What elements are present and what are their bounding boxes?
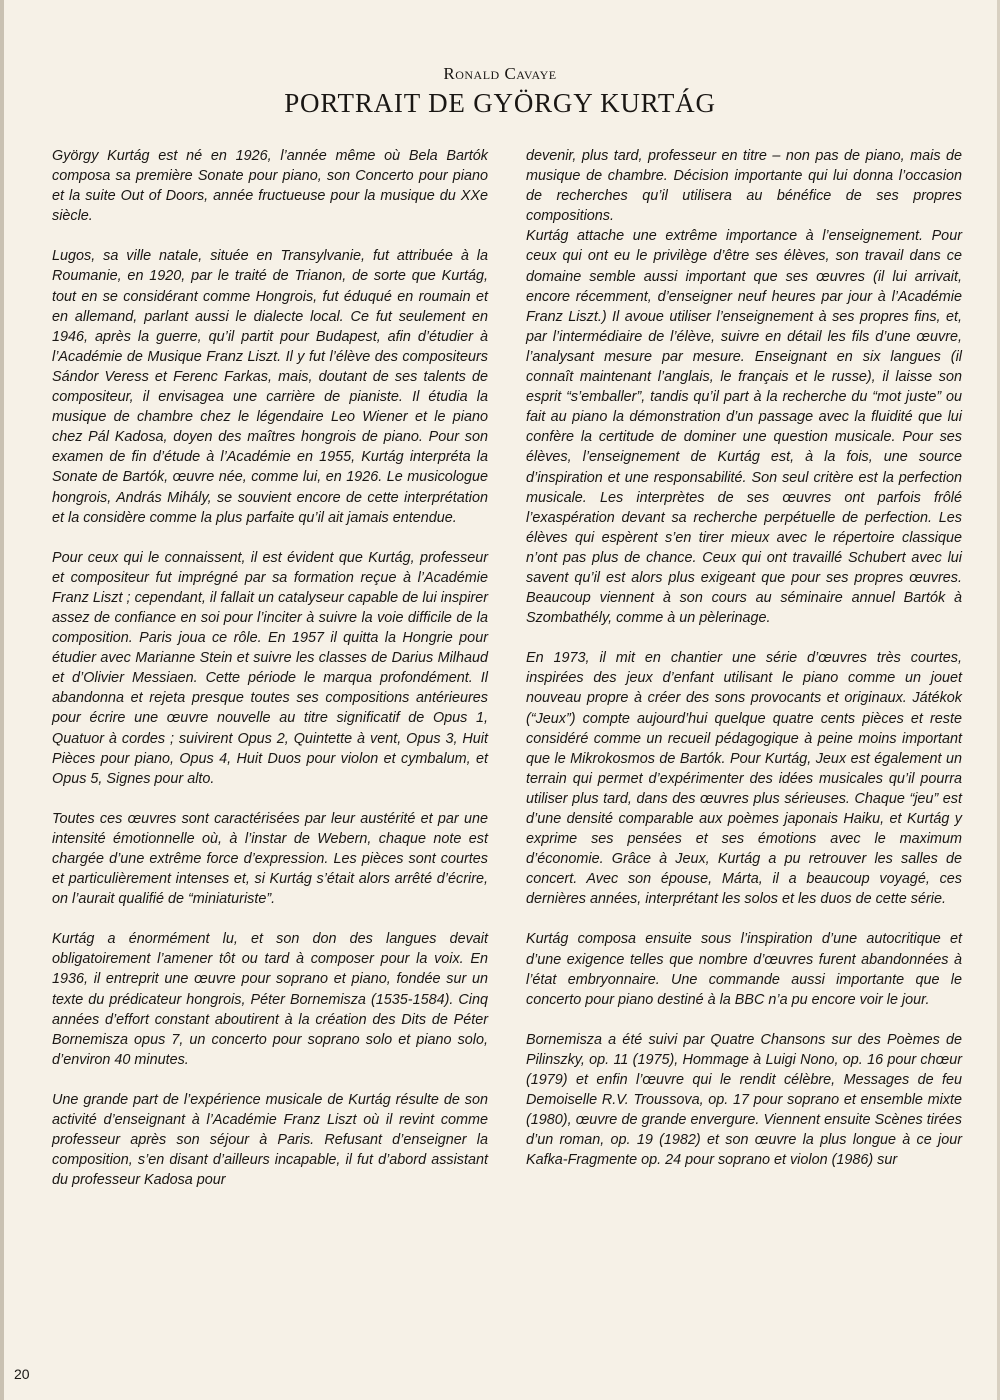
paragraph: Kurtág attache une extrême importance à l’enseignement. Pour ceux qui ont eu le privilège d’être ses élèves, son travail dans ce domaine semble aussi important que ses œuvres (il lui arrivait, encore récemment, d’enseigner neuf heures par jour à l’Académie Franz Liszt.) Il avoue utiliser l’enseignement à ses propres fins, et, par l’intermédiaire de l’élève, suivre en détail les fils d’une œuvre, l’analysant mesure par mesure. Enseignant en six langues (il connaît maintenant l’anglais, le français et le russe), il laisse son esprit “s’emballer”, tandis qu’il part à la recherche du “mot juste” ou fait au piano la démonstration d’un passage avec la fluidité que lui confère la certitude de dominer une question musicale. Pour ses élèves, l’enseignement de Kurtág est, à la fois, une source d’inspiration et une responsabilité. Son seul critère est la perfection musicale. Les interprètes de ses œuvres ont parfois frôlé l’exaspération devant sa recherche perpétuelle de perfection. Les élèves qui espèrent s’en tirer mieux avec le répertoire classique n’ont pas plus de chance. Ceux qui ont travaillé Schubert avec lui savent qu’il est alors plus exigeant que pour ses propres œuvres. Beaucoup viennent à son cours au séminaire annuel Bartók à Szombathély, comme à un pèlerinage. [526, 228, 962, 627]
author-name: Ronald Cavaye [443, 64, 557, 83]
paragraph: Lugos, sa ville natale, située en Transylvanie, fut attribuée à la Roumanie, en 1920, par le traité de Trianon, de sorte que Kurtág, tout en se considérant comme Hongrois, fut éduqué en roumain et en allemand, parlant aussi le dialecte local. Ce fut seulement en 1946, après la guerre, qu’il partit pour Budapest, afin d’étudier à l’Académie de Musique Franz Liszt. Il y fut l’élève des compositeurs Sándor Veress et Ferenc Farkas, mais, doutant de ses talents de compositeur, il envisagea une carrière de pianiste. Il étudia la musique de chambre chez le légendaire Leo Wiener et le piano chez Pál Kadosa, doyen des maîtres hongrois de piano. Pour son examen de fin d’étude à l’Académie en 1955, Kurtág interpréta la Sonate de Bartók, œuvre née, comme lui, en 1926. Le musicologue hongrois, András Mihály, se souvient encore de cette interprétation et la considère comme la plus parfaite qu’il ait jamais entendue. [52, 248, 488, 526]
paragraph: Une grande part de l’expérience musicale de Kurtág résulte de son activité d’enseignant à l’Académie Franz Liszt où il revint comme professeur après son séjour à Paris. Refusant d’enseigner la composition, s’en disant d’ailleurs incapable, il fut d’abord assistant du professeur Kadosa pour [52, 1091, 488, 1189]
page-number: 20 [14, 1366, 30, 1382]
paragraph: Toutes ces œuvres sont caractérisées par leur austérité et par une intensité émotionnelle où, à l’instar de Webern, chaque note est chargée d’une extrême force d’expression. Les pièces sont courtes et particulièrement intenses et, si Kurtág s’était alors arrêté d’écrire, on l’aurait qualifié de “miniaturiste”. [52, 810, 488, 908]
paragraph: Kurtág composa ensuite sous l’inspiration d’une autocritique et d’une exigence telles que nombre d’œuvres furent abandonnées à l’état embryonnaire. Une commande aussi importante que le concerto pour piano destiné à la BBC n’a pu encore voir le jour. [526, 931, 962, 1008]
right-column [526, 146, 962, 1171]
paragraph: En 1973, il mit en chantier une série d’œuvres très courtes, inspirées des jeux d’enfant utilisant le piano comme un jouet nouveau propre à créer des sons provocants et originaux. Játékok (“Jeux”) compte aujourd’hui quelque quatre cents pièces et reste considéré comme un recueil pédagogique à peine moins important que le Mikrokosmos de Bartók. Pour Kurtág, Jeux est également un terrain qui permet d’expérimenter des idées musicales qu’il pourra utiliser plus tard, dans des œuvres plus sérieuses. Chaque “jeu” est d’une densité comparable aux poèmes japonais Haiku, et Kurtág y exprime ses pensées et ses émotions avec le maximum d’économie. Grâce à Jeux, Kurtág a pu retrouver les salles de concert. Avec son épouse, Márta, il a beaucoup voyagé, ces dernières années, interprétant les solos et les duos de cette série. [526, 650, 962, 908]
paragraph: Bornemisza a été suivi par Quatre Chansons sur des Poèmes de Pilinszky, op. 11 (1975), Hommage à Luigi Nono, op. 16 pour chœur (1979) et enfin l’œuvre qui le rendit célèbre, Messages de feu Demoiselle R.V. Troussova, op. 17 pour soprano et ensemble mixte (1980), œuvre de grande envergure. Viennent ensuite Scènes tirées d’un roman, op. 19 (1982) et son œuvre la plus longue à ce jour Kafka-Fragmente op. 24 pour soprano et violon (1986) sur [526, 1031, 962, 1169]
page-edge-left [0, 0, 4, 1400]
paragraph: Pour ceux qui le connaissent, il est évident que Kurtág, professeur et compositeur fut imprégné par sa formation reçue à l’Académie Franz Liszt ; cependant, il fallait un catalyseur capable de lui inspirer assez de confiance en soi pour l’inciter à suivre la voie difficile de la composition. Paris joua ce rôle. En 1957 il quitta la Hongrie pour étudier avec Marianne Stein et suivre les classes de Darius Milhaud et d’Olivier Messiaen. Cette période le marqua profondément. Il abandonna et rejeta presque toutes ses compositions antérieures pour écrire une œuvre nouvelle au titre significatif de Opus 1, Quatuor à cordes ; suivirent Opus 2, Quintette à vent, Opus 3, Huit Pièces pour piano, Opus 4, Huit Duos pour violon et cymbalum, et Opus 5, Signes pour alto. [52, 549, 488, 787]
left-column [52, 146, 488, 1190]
article-header [0, 64, 1000, 119]
article-title: PORTRAIT DE GYÖRGY KURTÁG [284, 88, 716, 118]
paragraph: György Kurtág est né en 1926, l’année même où Bela Bartók composa sa première Sonate pour piano, son Concerto pour piano et la suite Out of Doors, année fructueuse pour la musique du XXe siècle. [52, 148, 488, 225]
paragraph: Kurtág a énormément lu, et son don des langues devait obligatoirement l’amener tôt ou tard à composer pour la voix. En 1936, il entreprit une œuvre pour soprano et piano, fondée sur un texte du prédicateur hongrois, Péter Bornemisza (1535-1584). Cinq années d’effort constant aboutirent à la création des Dits de Péter Bornemisza opus 7, un concerto pour soprano solo et piano solo, d’environ 40 minutes. [52, 931, 488, 1068]
paragraph: devenir, plus tard, professeur en titre – non pas de piano, mais de musique de chambre. Décision importante qui lui donna l’occasion de recherches qu’il utilisera au bénéfice de ses propres compositions. [526, 148, 962, 225]
